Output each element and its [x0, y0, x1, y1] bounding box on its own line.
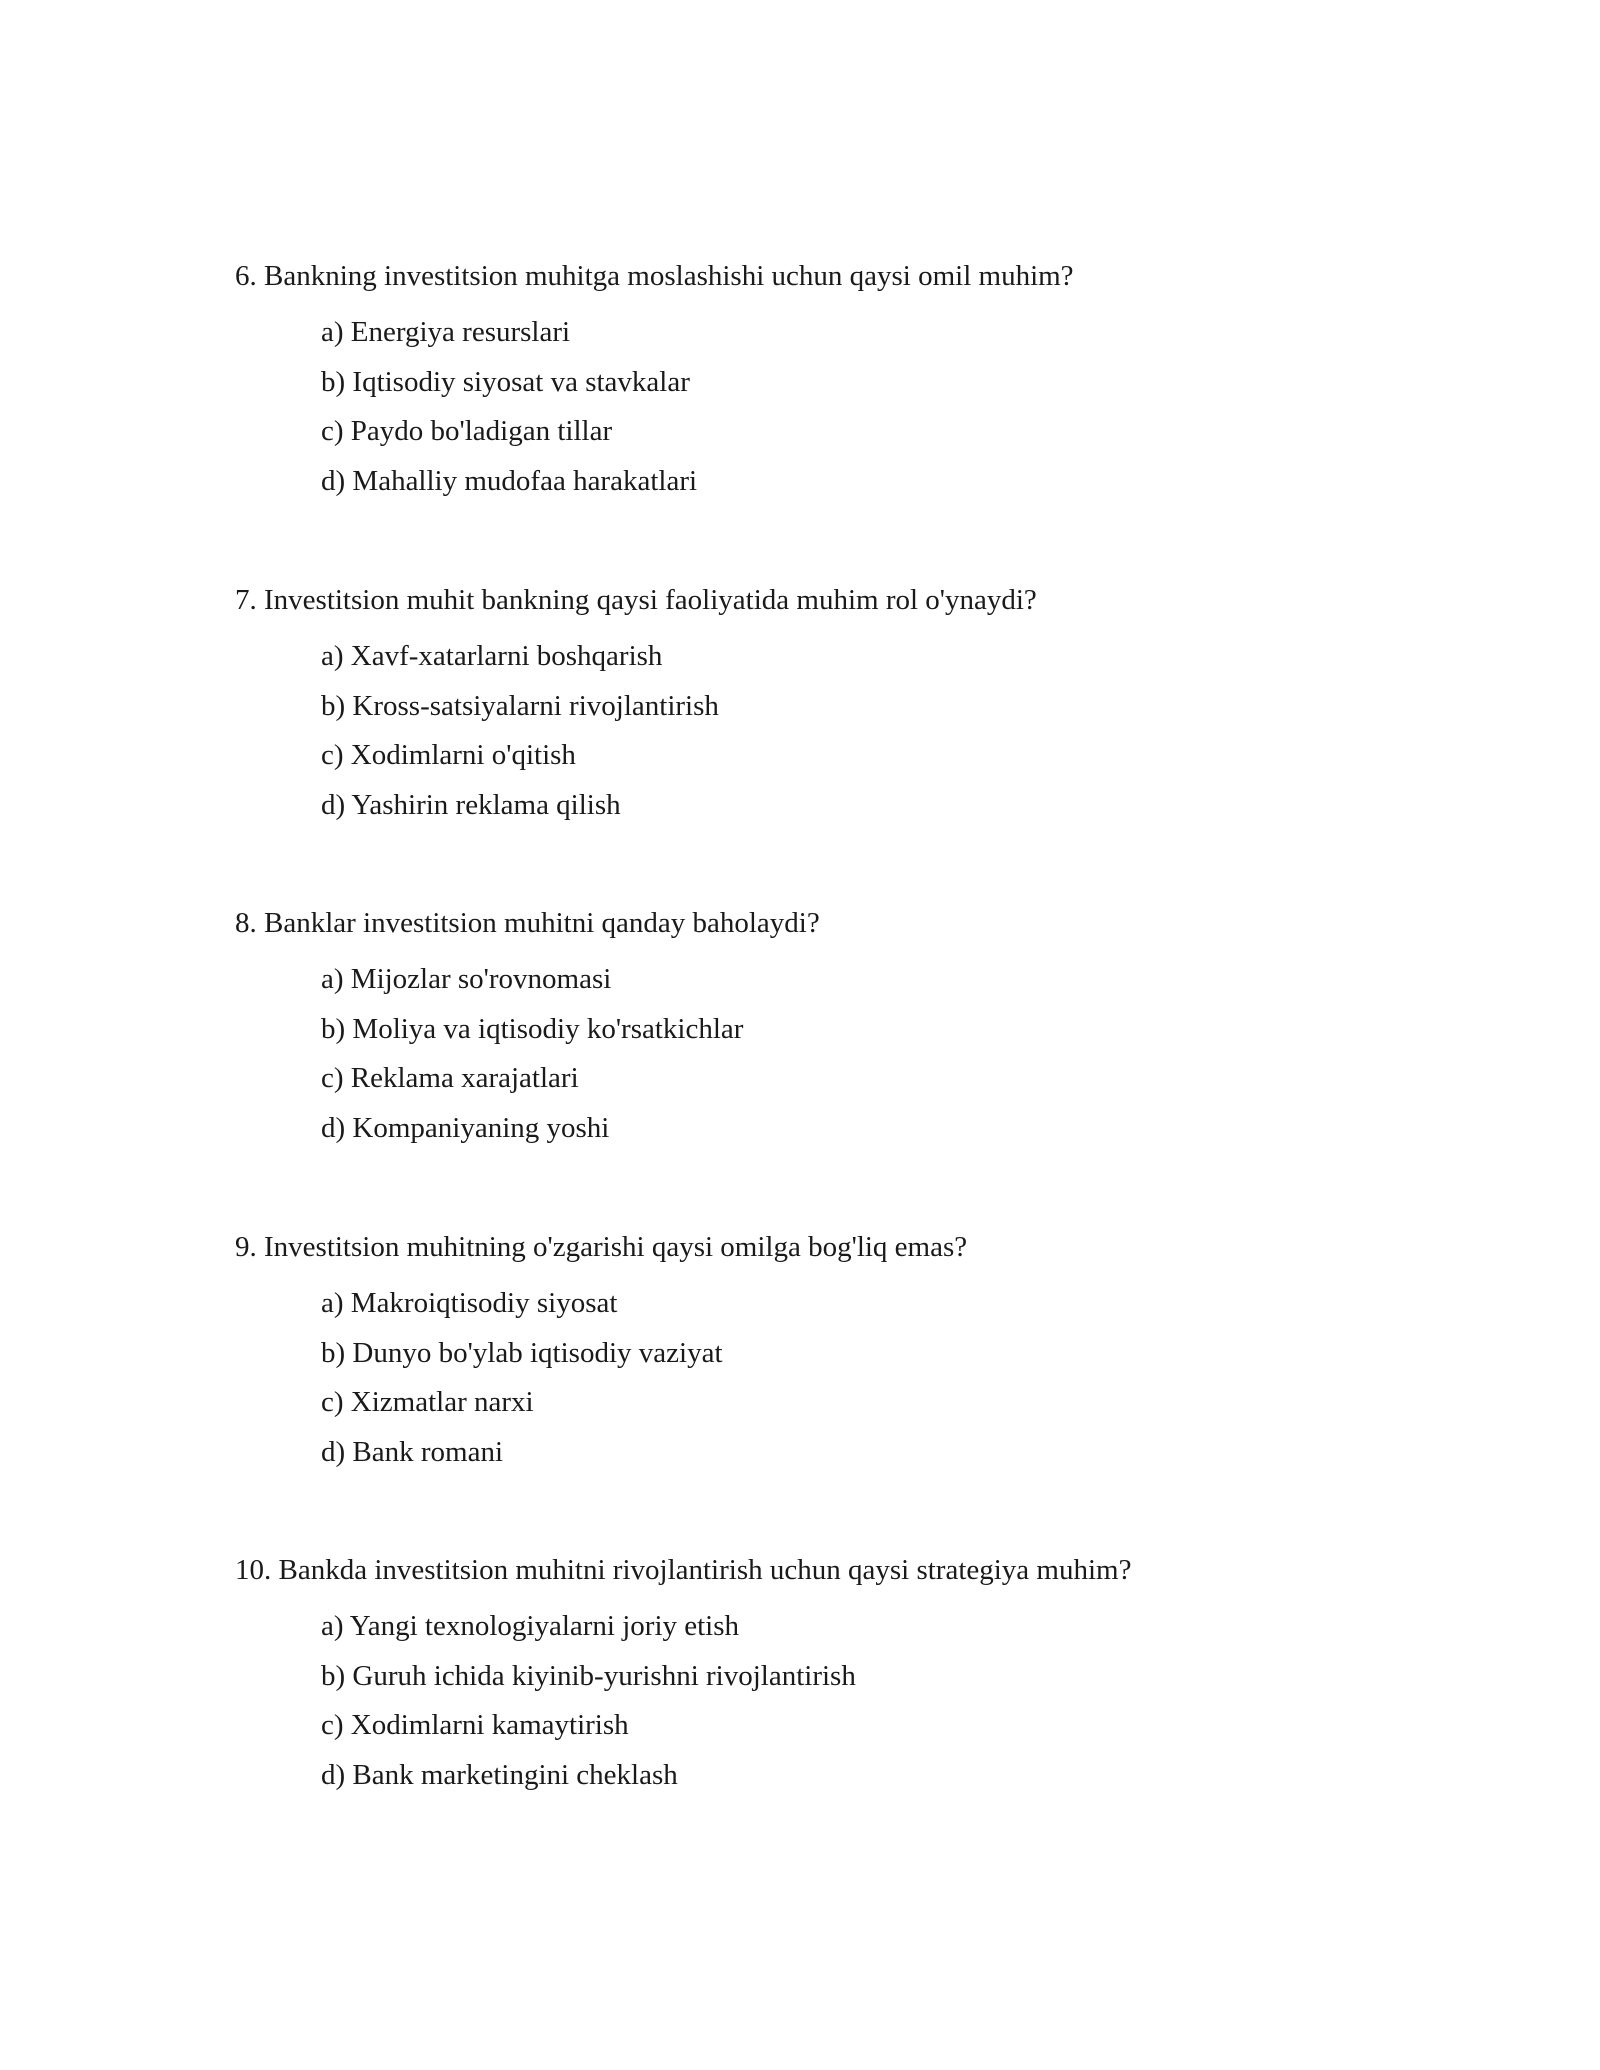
option-b: b) Dunyo bo'ylab iqtisodiy vaziyat — [321, 1336, 723, 1369]
answer-options — [235, 961, 1435, 1159]
question-7 — [235, 582, 1435, 836]
option-c: c) Xodimlarni o'qitish — [321, 739, 576, 771]
option-d: d) Kompaniyaning yoshi — [321, 1111, 610, 1144]
answer-options — [235, 638, 1435, 836]
option-b: b) Kross-satsiyalarni rivojlantirish — [321, 689, 719, 722]
answer-options — [235, 1285, 1435, 1483]
option-a: a) Energiya resurslari — [321, 316, 571, 348]
question-text: 9. Investitsion muhitning o'zgarishi qaysi omilga bog'liq emas? — [235, 1231, 968, 1263]
option-a: a) Xavf-xatarlarni boshqarish — [321, 640, 663, 672]
question-text: 10. Bankda investitsion muhitni rivojlantirish uchun qaysi strategiya muhim? — [235, 1554, 1132, 1586]
answer-options — [235, 314, 1435, 512]
question-9 — [235, 1229, 1435, 1483]
option-b: b) Moliya va iqtisodiy ko'rsatkichlar — [321, 1012, 744, 1045]
option-a: a) Mijozlar so'rovnomasi — [321, 963, 612, 995]
option-c: c) Paydo bo'ladigan tillar — [321, 415, 613, 447]
option-c: c) Reklama xarajatlari — [321, 1062, 579, 1094]
option-a: a) Makroiqtisodiy siyosat — [321, 1287, 618, 1319]
option-d: d) Bank romani — [321, 1435, 504, 1468]
question-text: 7. Investitsion muhit bankning qaysi faoliyatida muhim rol o'ynaydi? — [235, 584, 1037, 616]
option-a: a) Yangi texnologiyalarni joriy etish — [321, 1610, 740, 1642]
question-text: 6. Bankning investitsion muhitga moslashishi uchun qaysi omil muhim? — [235, 260, 1074, 292]
option-d: d) Bank marketingini cheklash — [321, 1758, 678, 1791]
question-text: 8. Banklar investitsion muhitni qanday baholaydi? — [235, 907, 820, 939]
question-8 — [235, 905, 1435, 1159]
question-10 — [235, 1552, 1435, 1806]
answer-options — [235, 1608, 1435, 1806]
option-b: b) Iqtisodiy siyosat va stavkalar — [321, 365, 690, 398]
option-c: c) Xizmatlar narxi — [321, 1386, 534, 1418]
question-6 — [235, 258, 1435, 512]
option-c: c) Xodimlarni kamaytirish — [321, 1709, 629, 1741]
option-d: d) Mahalliy mudofaa harakatlari — [321, 464, 698, 497]
option-d: d) Yashirin reklama qilish — [321, 788, 621, 821]
option-b: b) Guruh ichida kiyinib-yurishni rivojlantirish — [321, 1659, 856, 1692]
